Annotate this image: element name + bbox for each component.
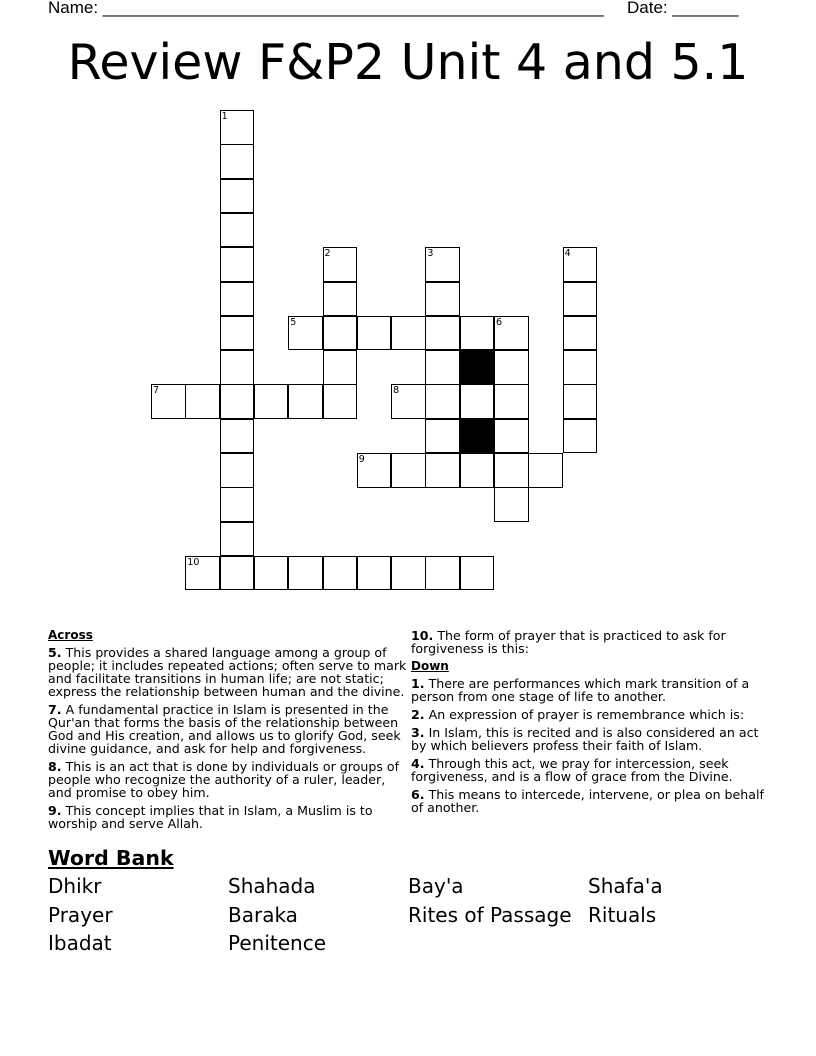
clue-number: 1. (411, 676, 425, 691)
clue-number: 7. (48, 702, 62, 717)
word-bank-item: Shafa'a (588, 874, 663, 898)
grid-cell[interactable] (494, 419, 529, 454)
grid-cell[interactable] (357, 316, 392, 351)
grid-cell[interactable] (425, 384, 460, 419)
grid-cell[interactable] (220, 110, 255, 145)
grid-cell[interactable] (151, 384, 186, 419)
grid-cell[interactable] (460, 316, 495, 351)
grid-cell[interactable] (254, 384, 289, 419)
date-line: Date: _______ (627, 0, 739, 17)
word-bank-item: Ibadat (48, 931, 112, 955)
grid-cell[interactable] (220, 350, 255, 385)
clue-number: 8. (48, 759, 62, 774)
grid-cell[interactable] (220, 213, 255, 248)
grid-cell[interactable] (494, 384, 529, 419)
grid-cell[interactable] (391, 316, 426, 351)
clue-number: 10. (411, 628, 434, 643)
grid-cell[interactable] (220, 487, 255, 522)
clue-down-6 (411, 788, 771, 814)
clues-across-column (48, 629, 408, 835)
grid-cell[interactable] (391, 453, 426, 488)
clue-number: 3. (411, 725, 425, 740)
clue-text: This means to intercede, intervene, or plea on behalf of another. (411, 787, 764, 815)
grid-cell[interactable] (323, 247, 358, 282)
clue-number: 9. (48, 803, 62, 818)
word-bank-item: Shahada (228, 874, 316, 898)
grid-cell[interactable] (425, 556, 460, 591)
clue-number-label: 5 (290, 316, 297, 328)
grid-cell[interactable] (563, 316, 598, 351)
grid-cell[interactable] (220, 384, 255, 419)
grid-cell[interactable] (185, 384, 220, 419)
grid-cell[interactable] (391, 384, 426, 419)
word-bank-title: Word Bank (48, 846, 174, 870)
clue-number-label: 2 (324, 248, 331, 260)
word-bank-item: Bay'a (408, 874, 464, 898)
grid-cell[interactable] (494, 316, 529, 351)
grid-cell[interactable] (494, 350, 529, 385)
clue-across-9 (48, 804, 408, 830)
clue-number-label: 3 (427, 248, 434, 260)
clue-text: This is an act that is done by individuals or groups of people who recognize the authority of a ruler, leader, and promise to obey him. (48, 759, 400, 800)
clue-number-label: 4 (564, 248, 571, 260)
grid-cell[interactable] (460, 384, 495, 419)
grid-cell[interactable] (220, 179, 255, 214)
clue-number: 5. (48, 645, 62, 660)
grid-cell[interactable] (220, 316, 255, 351)
grid-cell[interactable] (357, 453, 392, 488)
grid-cell[interactable] (357, 556, 392, 591)
grid-cell[interactable] (391, 556, 426, 591)
grid-block (460, 419, 495, 454)
word-bank-item: Prayer (48, 903, 113, 927)
clue-across-8 (48, 760, 408, 799)
word-bank-item: Baraka (228, 903, 298, 927)
word-bank-item: Rites of Passage (408, 903, 572, 927)
grid-cell[interactable] (494, 453, 529, 488)
grid-cell[interactable] (220, 419, 255, 454)
grid-cell[interactable] (425, 453, 460, 488)
grid-cell[interactable] (288, 556, 323, 591)
grid-cell[interactable] (563, 350, 598, 385)
grid-cell[interactable] (425, 419, 460, 454)
word-bank-item: Penitence (228, 931, 327, 955)
down-heading: Down (411, 659, 449, 673)
grid-cell[interactable] (460, 453, 495, 488)
grid-cell[interactable] (288, 316, 323, 351)
clue-number: 2. (411, 707, 425, 722)
grid-cell[interactable] (220, 556, 255, 591)
grid-cell[interactable] (425, 247, 460, 282)
grid-cell[interactable] (528, 453, 563, 488)
word-bank-item: Dhikr (48, 874, 102, 898)
grid-cell[interactable] (425, 316, 460, 351)
grid-cell[interactable] (563, 384, 598, 419)
clue-number-label: 7 (153, 385, 160, 397)
clue-number: 6. (411, 787, 425, 802)
grid-cell[interactable] (323, 316, 358, 351)
clue-text: There are performances which mark transition of a person from one stage of life to another. (411, 676, 750, 704)
clue-number-label: 6 (496, 316, 503, 328)
clue-down-2 (411, 708, 771, 721)
grid-cell[interactable] (323, 556, 358, 591)
grid-cell[interactable] (563, 247, 598, 282)
clue-text: An expression of prayer is remembrance which is: (428, 707, 745, 722)
grid-cell[interactable] (220, 144, 255, 179)
grid-cell[interactable] (460, 556, 495, 591)
clue-number-label: 1 (221, 111, 228, 122)
clue-number-label: 9 (358, 454, 365, 465)
clue-text: The form of prayer that is practiced to ask for forgiveness is this: (411, 628, 726, 656)
grid-cell[interactable] (220, 522, 255, 557)
clue-number-label: 8 (393, 385, 400, 397)
word-bank-item: Rituals (588, 903, 657, 927)
clue-down-1 (411, 677, 771, 703)
grid-cell[interactable] (220, 282, 255, 317)
grid-cell[interactable] (220, 247, 255, 282)
clue-text: In Islam, this is recited and is also considered an act by which believers profess their faith of Islam. (411, 725, 759, 753)
clue-across-10 (411, 629, 771, 655)
grid-cell[interactable] (425, 282, 460, 317)
grid-cell[interactable] (323, 282, 358, 317)
grid-cell[interactable] (563, 282, 598, 317)
clue-down-4 (411, 757, 771, 783)
name-line: Name: _____________________________________________________ (48, 0, 604, 17)
grid-cell[interactable] (288, 384, 323, 419)
page-title: Review F&P2 Unit 4 and 5.1 (67, 34, 749, 91)
clue-across-7 (48, 703, 408, 755)
grid-cell[interactable] (494, 487, 529, 522)
clue-text: This provides a shared language among a group of people; it includes repeated actions; often serve to mark and facilitate transitions in human life; are not static; express the relationship between human and the divine. (48, 645, 407, 699)
clues-down-column (411, 629, 771, 819)
grid-cell[interactable] (185, 556, 220, 591)
clue-text: This concept implies that in Islam, a Muslim is to worship and serve Allah. (48, 803, 373, 831)
across-heading: Across (48, 628, 93, 642)
grid-cell[interactable] (323, 350, 358, 385)
grid-cell[interactable] (425, 350, 460, 385)
clue-text: Through this act, we pray for intercession, seek forgiveness, and is a flow of grace from the Divine. (411, 756, 733, 784)
clue-text: A fundamental practice in Islam is presented in the Qur'an that forms the basis of the relationship between God and His creation, and allows us to glorify God, seek divine guidance, and ask for help and forgiveness. (48, 702, 401, 756)
clue-down-3 (411, 726, 771, 752)
grid-cell[interactable] (254, 556, 289, 591)
grid-cell[interactable] (220, 453, 255, 488)
clue-number: 4. (411, 756, 425, 771)
grid-cell[interactable] (323, 384, 358, 419)
clue-across-5 (48, 646, 408, 698)
clue-number-label: 10 (187, 556, 200, 568)
grid-cell[interactable] (563, 419, 598, 454)
grid-block (460, 350, 495, 385)
